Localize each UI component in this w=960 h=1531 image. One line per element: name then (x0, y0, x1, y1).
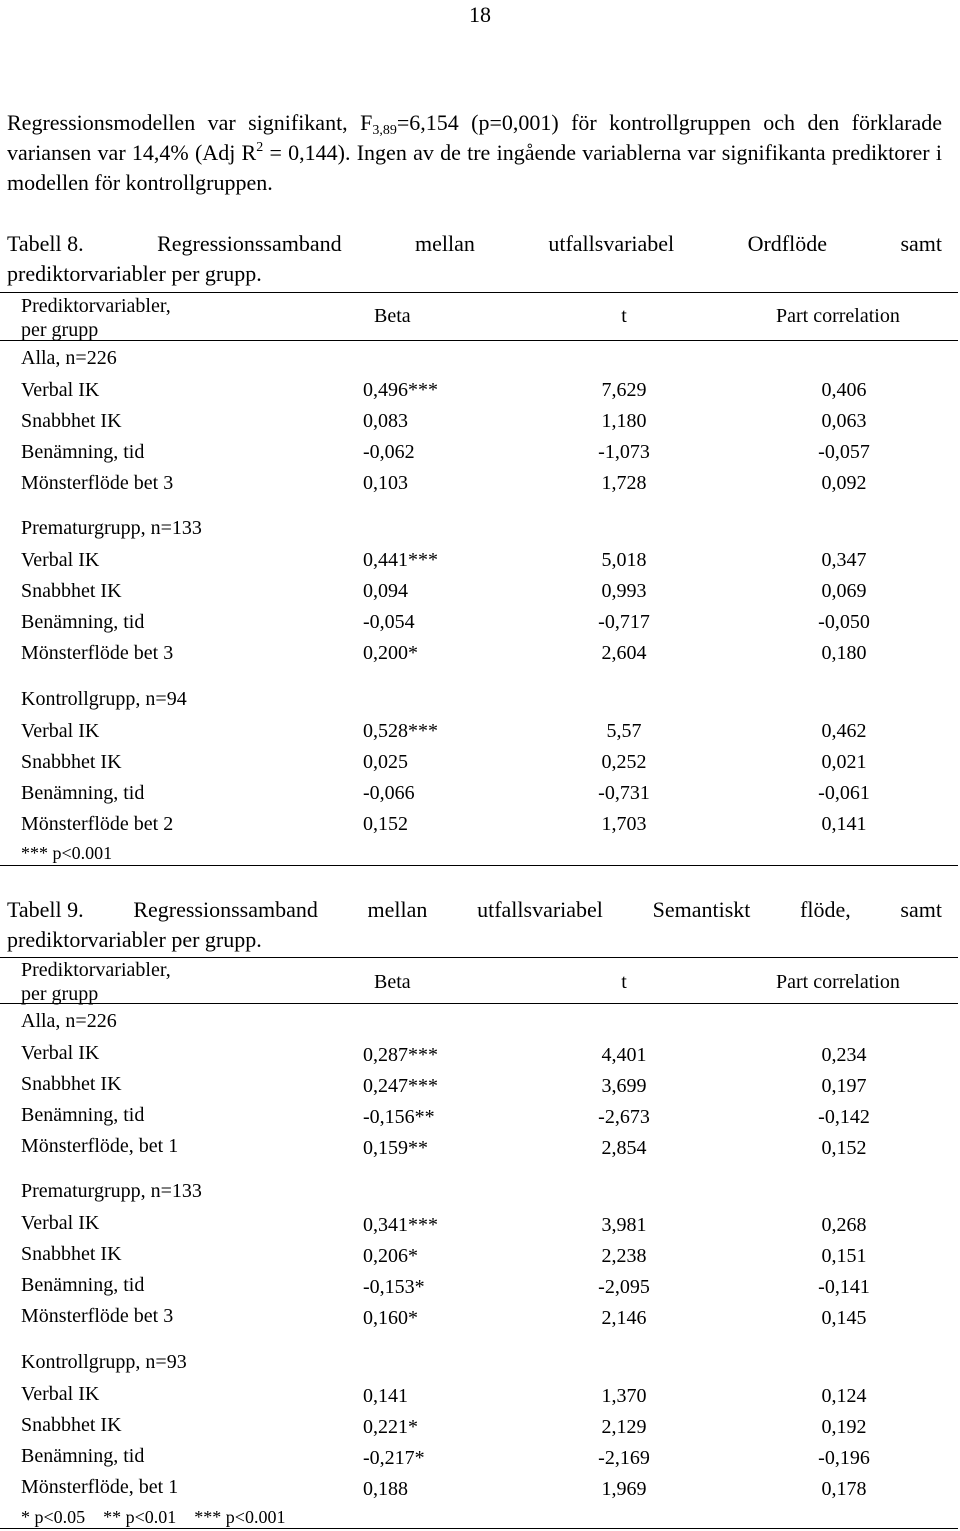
table8-row-beta: -0,062 (363, 441, 415, 463)
table8-row-t: 1,703 (601, 813, 647, 835)
table8-row-beta: -0,054 (363, 611, 415, 633)
table9-row-t: -2,673 (598, 1106, 650, 1128)
table9-row-t: 1,370 (601, 1385, 647, 1407)
table8-header-t: t (621, 305, 627, 327)
table9-row-predictor: Benämning, tid (21, 1104, 145, 1126)
table9-row-t: 2,146 (601, 1307, 647, 1329)
table8-row-beta: 0,152 (363, 813, 408, 835)
table8-caption-line2: prediktorvariabler per grupp. (7, 261, 262, 286)
table8-row-predictor: Snabbhet IK (21, 751, 122, 773)
table8-row-predictor: Mönsterflöde bet 2 (21, 813, 174, 835)
table8-row-t: -0,731 (598, 782, 650, 804)
table9-row-part-correlation: 0,234 (821, 1044, 867, 1066)
table9-caption-word: mellan (367, 897, 428, 922)
table9-row-predictor: Mönsterflöde, bet 1 (21, 1135, 179, 1157)
table9-row-predictor: Verbal IK (21, 1042, 100, 1064)
table9-row-beta: -0,217* (363, 1447, 425, 1469)
table8-header-predictor-line2: per grupp (21, 319, 99, 341)
table8-row-part-correlation: -0,061 (818, 782, 870, 804)
table8-row-predictor: Benämning, tid (21, 782, 145, 804)
table8-caption-word: Ordflöde (747, 231, 828, 256)
table9-row-beta: 0,221* (363, 1416, 418, 1438)
table9-caption-word: Regressionssamband (133, 897, 318, 922)
table9-row-part-correlation: 0,178 (821, 1478, 867, 1500)
intro-text-2: =6,154 (p=0,001) för kontrollgruppen och den förklarade variansen var 14,4% (Adj R (7, 110, 943, 165)
table9-row-t: 2,854 (601, 1137, 647, 1159)
table9-row-predictor: Benämning, tid (21, 1274, 145, 1296)
table9-row-part-correlation: 0,152 (821, 1137, 867, 1159)
table8-row-part-correlation: 0,063 (821, 410, 867, 432)
table8-row-t: 2,604 (601, 642, 647, 664)
table8-row-part-correlation: 0,462 (821, 720, 867, 742)
table8-row-part-correlation: 0,069 (821, 580, 867, 602)
table8-row-beta: 0,200* (363, 642, 418, 664)
table9-bottom-rule (0, 1528, 958, 1529)
table9-row-predictor: Mönsterflöde, bet 1 (21, 1476, 179, 1498)
table9-header-predictor-line1: Prediktorvariabler, (21, 959, 171, 981)
table8-row-part-correlation: 0,141 (821, 813, 867, 835)
table8-row-part-correlation: -0,057 (818, 441, 870, 463)
table9-row-beta: 0,206* (363, 1245, 418, 1267)
table8-row-t: 1,728 (601, 472, 647, 494)
table8-row-part-correlation: 0,092 (821, 472, 867, 494)
table9-row-t: 3,981 (601, 1214, 647, 1236)
table9-row-part-correlation: -0,142 (818, 1106, 870, 1128)
table8-top-rule (0, 292, 958, 293)
table9-row-predictor: Snabbhet IK (21, 1243, 122, 1265)
table9-row-predictor: Verbal IK (21, 1212, 100, 1234)
table9-row-t: 2,129 (601, 1416, 647, 1438)
table9-row-part-correlation: 0,145 (821, 1307, 867, 1329)
table8-caption-word: Tabell 8. (7, 231, 84, 256)
table8-row-part-correlation: 0,406 (821, 379, 867, 401)
table8-row-predictor: Mönsterflöde bet 3 (21, 642, 174, 664)
table9-caption-word: flöde, (800, 897, 851, 922)
table8-group-label: Kontrollgrupp, n=94 (21, 688, 187, 710)
table8-row-part-correlation: 0,180 (821, 642, 867, 664)
table9-row-beta: 0,188 (363, 1478, 408, 1500)
table8-row-predictor: Verbal IK (21, 379, 100, 401)
table8-row-beta: 0,441*** (363, 549, 438, 571)
table8-row-predictor: Benämning, tid (21, 441, 145, 463)
table8-row-predictor: Mönsterflöde bet 3 (21, 472, 174, 494)
table8-caption-word: utfallsvariabel (548, 231, 675, 256)
r-superscript: 2 (256, 140, 264, 155)
table8-caption-word: Regressionssamband (157, 231, 342, 256)
table8-row-t: 5,018 (601, 549, 647, 571)
table8-header-rule (0, 340, 958, 341)
table8-header-predictor-line1: Prediktorvariabler, (21, 295, 171, 317)
table9-header-t: t (621, 971, 627, 993)
table8-group-label: Prematurgrupp, n=133 (21, 517, 202, 539)
table8-row-predictor: Snabbhet IK (21, 410, 122, 432)
table8-row-beta: 0,496*** (363, 379, 438, 401)
table9-row-t: 1,969 (601, 1478, 647, 1500)
table8-row-part-correlation: 0,021 (821, 751, 867, 773)
f-subscript: 3,89 (372, 123, 397, 138)
table8-row-t: 7,629 (601, 379, 647, 401)
table9-row-beta: -0,156** (363, 1106, 435, 1128)
table9-group-label: Prematurgrupp, n=133 (21, 1180, 202, 1202)
table9-row-t: -2,095 (598, 1276, 650, 1298)
table9-row-part-correlation: 0,151 (821, 1245, 867, 1267)
table9-group-label: Kontrollgrupp, n=93 (21, 1351, 187, 1373)
table8-row-t: 0,993 (601, 580, 647, 602)
table8-row-beta: 0,528*** (363, 720, 438, 742)
table9-row-t: 4,401 (601, 1044, 647, 1066)
table9-caption-word: utfallsvariabel (477, 897, 603, 922)
table9-row-part-correlation: 0,268 (821, 1214, 867, 1236)
table9-caption-word: Semantiskt (652, 897, 751, 922)
table8-row-t: -1,073 (598, 441, 650, 463)
table8-row-beta: -0,066 (363, 782, 415, 804)
table8-row-t: 5,57 (606, 720, 642, 742)
table9-row-beta: 0,247*** (363, 1075, 438, 1097)
table9-caption (7, 895, 942, 955)
table8-row-t: 0,252 (601, 751, 647, 773)
table9-row-beta: 0,141 (363, 1385, 408, 1407)
table8-caption-word: mellan (415, 231, 475, 256)
table8-caption-word: samt (900, 231, 942, 256)
table8-row-predictor: Verbal IK (21, 720, 100, 742)
intro-paragraph (7, 108, 942, 198)
table9-row-t: 2,238 (601, 1245, 647, 1267)
table9-row-predictor: Benämning, tid (21, 1445, 145, 1467)
table9-group-label: Alla, n=226 (21, 1010, 117, 1032)
table9-row-beta: 0,159** (363, 1137, 428, 1159)
table9-row-predictor: Verbal IK (21, 1383, 100, 1405)
table8-row-part-correlation: -0,050 (818, 611, 870, 633)
intro-text-1: Regressionsmodellen var signifikant, F (7, 110, 373, 135)
table9-row-part-correlation: -0,141 (818, 1276, 870, 1298)
table8-row-beta: 0,094 (363, 580, 408, 602)
table8-row-t: 1,180 (601, 410, 647, 432)
table9-row-predictor: Snabbhet IK (21, 1414, 122, 1436)
table8-row-beta: 0,103 (363, 472, 408, 494)
table9-row-part-correlation: 0,192 (821, 1416, 867, 1438)
table8-header-part-correlation: Part correlation (776, 305, 900, 327)
table8-row-predictor: Snabbhet IK (21, 580, 122, 602)
table8-row-part-correlation: 0,347 (821, 549, 867, 571)
table8-row-predictor: Verbal IK (21, 549, 100, 571)
table9-row-beta: 0,287*** (363, 1044, 438, 1066)
table9-row-t: 3,699 (601, 1075, 647, 1097)
table9-row-beta: 0,160* (363, 1307, 418, 1329)
table9 (0, 957, 958, 1529)
table8 (0, 292, 958, 870)
table9-row-beta: 0,341*** (363, 1214, 438, 1236)
table9-row-predictor: Mönsterflöde bet 3 (21, 1305, 174, 1327)
table8-header-beta: Beta (374, 305, 411, 327)
page-number: 18 (469, 2, 491, 27)
table9-caption-word: samt (900, 897, 942, 922)
table9-caption-line2: prediktorvariabler per grupp. (7, 927, 262, 952)
table9-row-predictor: Snabbhet IK (21, 1073, 122, 1095)
table8-row-t: -0,717 (598, 611, 650, 633)
table9-header-rule (0, 1003, 958, 1004)
table9-row-part-correlation: -0,196 (818, 1447, 870, 1469)
table9-header-part-correlation: Part correlation (776, 971, 900, 993)
table9-row-part-correlation: 0,197 (821, 1075, 867, 1097)
table8-row-beta: 0,025 (363, 751, 408, 773)
table8-row-predictor: Benämning, tid (21, 611, 145, 633)
table9-row-t: -2,169 (598, 1447, 650, 1469)
table8-caption (7, 229, 942, 289)
table9-footnote: * p<0.05 ** p<0.01 *** p<0.001 (21, 1507, 286, 1527)
table9-header-beta: Beta (374, 971, 411, 993)
table8-bottom-rule (0, 865, 958, 866)
table8-row-beta: 0,083 (363, 410, 408, 432)
table8-footnote: *** p<0.001 (21, 843, 113, 863)
table9-header-predictor-line2: per grupp (21, 983, 99, 1005)
table9-row-part-correlation: 0,124 (821, 1385, 867, 1407)
table9-row-beta: -0,153* (363, 1276, 425, 1298)
intro-text-3: = 0,144). Ingen av de tre ingående variablerna var signifikanta prediktorer i modellen för kontrollgruppen. (7, 140, 942, 195)
table8-group-label: Alla, n=226 (21, 347, 117, 369)
table9-caption-word: Tabell 9. (7, 897, 84, 922)
